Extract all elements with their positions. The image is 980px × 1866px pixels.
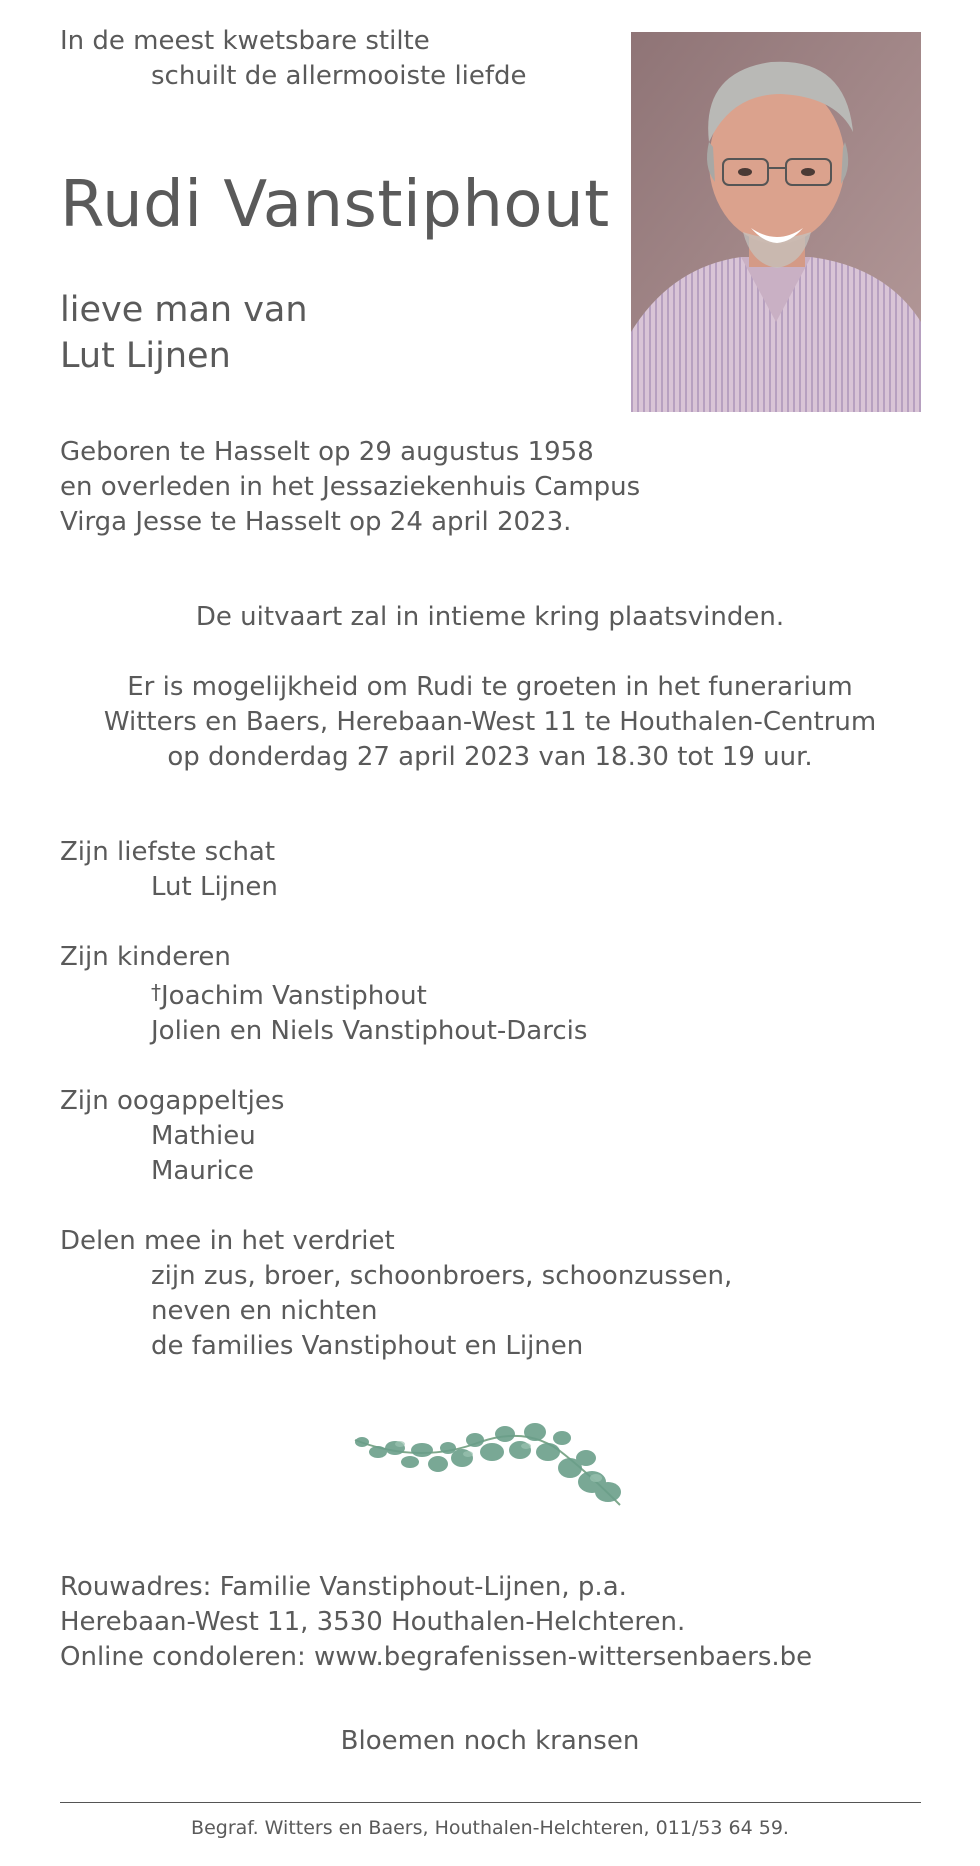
condolence-link[interactable]: Online condoleren: www.begrafenissen-wittersenbaers.be (60, 1642, 813, 1672)
footer-text: Begraf. Witters en Baers, Houthalen-Helchteren, 011/53 64 59. (191, 1817, 789, 1839)
family-member: Jolien en Niels Vanstiphout-Darcis (151, 1016, 588, 1046)
visitation-line-1: Er is mogelijkheid om Rudi te groeten in het funerarium (127, 672, 853, 702)
birth-line: Geboren te Hasselt op 29 augustus 1958 (60, 437, 594, 467)
motto (60, 24, 527, 94)
deceased-name: Rudi Vanstiphout (60, 168, 610, 242)
group-heading: Delen mee in het verdriet (60, 1226, 395, 1256)
family-member-name: Joachim Vanstiphout (161, 981, 427, 1011)
family-group-partner (60, 835, 732, 905)
death-line-1: en overleden in het Jessaziekenhuis Campus (60, 472, 641, 502)
portrait-illustration (631, 32, 921, 412)
eucalyptus-branch-icon (350, 1420, 630, 1520)
address-line-1: Rouwadres: Familie Vanstiphout-Lijnen, p.a. (60, 1572, 627, 1602)
group-heading: Zijn oogappeltjes (60, 1086, 285, 1116)
family-group-grandchildren (60, 1084, 732, 1189)
funeral-note: De uitvaart zal in intieme kring plaatsvinden. (195, 602, 785, 632)
family-group-others (60, 1224, 732, 1364)
group-heading: Zijn liefste schat (60, 837, 276, 867)
address-line-2: Herebaan-West 11, 3530 Houthalen-Helchteren. (60, 1607, 686, 1637)
cross-icon: † (151, 980, 161, 1004)
flowers-note: Bloemen noch kransen (340, 1726, 640, 1756)
footer-divider (60, 1802, 921, 1803)
family-group-children (60, 940, 732, 1049)
family-member: Mathieu (151, 1121, 256, 1151)
family-member: de families Vanstiphout en Lijnen (151, 1331, 584, 1361)
birth-death-info (60, 435, 640, 540)
death-line-2: Virga Jesse te Hasselt op 24 april 2023. (60, 507, 572, 537)
visitation-line-2: Witters en Baers, Herebaan-West 11 te Houthalen-Centrum (103, 707, 877, 737)
family-member: Lut Lijnen (151, 872, 278, 902)
ornament-svg (350, 1420, 630, 1520)
relation-line-2: Lut Lijnen (60, 336, 231, 376)
relation-line-1: lieve man van (60, 290, 308, 330)
group-heading: Zijn kinderen (60, 942, 231, 972)
visitation-info (0, 670, 980, 775)
family-member: Maurice (151, 1156, 255, 1186)
visitation-line-3: op donderdag 27 april 2023 van 18.30 tot 19 uur. (167, 742, 813, 772)
portrait-photo (631, 32, 921, 412)
relation (60, 287, 308, 379)
address-block (60, 1570, 812, 1675)
family-member: neven en nichten (151, 1296, 378, 1326)
motto-line-1: In de meest kwetsbare stilte (60, 26, 430, 56)
family-member (60, 975, 732, 1014)
family-member: zijn zus, broer, schoonbroers, schoonzussen, (151, 1261, 733, 1291)
family-list (60, 835, 732, 1399)
motto-line-2: schuilt de allermooiste liefde (151, 61, 527, 91)
